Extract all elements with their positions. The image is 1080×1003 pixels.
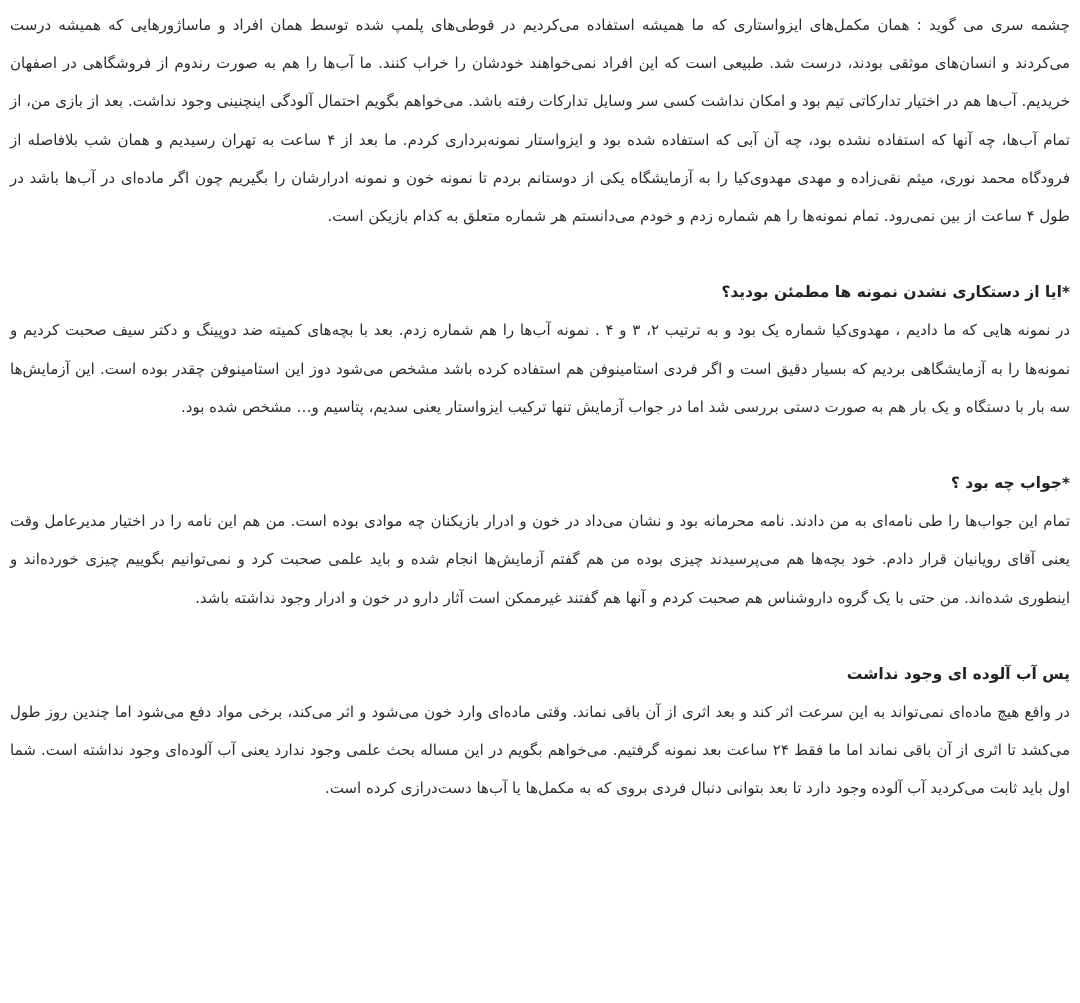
section-spacer (10, 617, 1070, 655)
question-heading-tampering: *ایا از دستکاری نشدن نمونه ها مطمئن بودید؟ (721, 283, 1070, 302)
paragraph-result-letter: تمام این جواب‌ها را طی نامه‌ای به من دادند. نامه محرمانه بود و نشان می‌داد در خون و ادرار بازیکنان چه موادی بوده است. من هم این نامه را در اختیار مدیرعامل وقت یعنی آقای رویانیان قرار دادم. خود بچه‌ها هم می‌پرسیدند چیزی بوده من هم گفتم آزمایش‌ها انجام شده و باید علمی صحبت کرد و نمی‌توانیم بگوییم چیزی خورده‌اند و اینطوری شده‌اند. من حتی با یک گروه داروشناس هم صحبت کردم و آنها هم گفتند غیرممکن است آثار دارو در خون و ادرار وجود نداشته باشد. (10, 512, 1070, 607)
section-spacer (10, 235, 1070, 273)
paragraph-intro-statement: چشمه سری می گوید : همان مکمل‌های ایزواستاری که ما همیشه استفاده می‌کردیم در قوطی‌های پلمپ شده توسط همان افراد و ماساژورهایی که همیشه درست می‌کردند و انسان‌های موثقی بودند، درست شد. طبیعی است که این افراد نمی‌خواهند خودشان را خراب کنند. ما آب‌ها را هم به صورت رندوم از فروشگاهی در اصفهان خریدیم. آب‌ها هم در اختیار تدارکاتی تیم بود و امکان نداشت کسی سر وسایل تدارکات رفته باشد. می‌خواهم بگویم احتمال آلودگی اینچنینی وجود نداشت. بعد از بازی من، از تمام آب‌ها، چه آنها که استفاده نشده بود، چه آن آبی که استفاده شده بود و ایزواستار نمونه‌برداری کردم. ما بعد از ۴ ساعت به تهران رسیدیم و همان شب بلافاصله از فرودگاه محمد نوری، میثم نقی‌زاده و مهدی مهدوی‌کیا را به آزمایشگاه یکی از دوستانم بردم تا نمونه خون و نمونه ادرارشان را بگیریم چون اگر ماده‌ای در آب‌ها باشد در طول ۴ ساعت از بین نمی‌رود. تمام نمونه‌ها را هم شماره زدم و خودم می‌دانستم هر شماره متعلق به کدام بازیکن است. (10, 16, 1070, 226)
section-spacer (10, 426, 1070, 464)
paragraph-sample-numbering: در نمونه هایی که ما دادیم ، مهدوی‌کیا شماره یک بود و به ترتیب ۲، ۳ و ۴ . نمونه آب‌ها را هم شماره زدم. بعد با بچه‌های کمیته ضد دوپینگ و دکتر سیف صحبت کردیم و نمونه‌ها را به آزمایشگاهی بردیم که بسیار دقیق است و اگر فردی استامینوفن هم استفاده کرده باشد مشخص می‌شود دوز این استامینوفن چقدر بوده است. این آزمایش‌ها سه بار با دستگاه و یک بار هم به صورت دستی بررسی شد اما در جواب آزمایش تنها ترکیب ایزواستار یعنی سدیم، پتاسیم و… مشخص شده بود. (10, 321, 1071, 416)
paragraph-no-contamination: در واقع هیچ ماده‌ای نمی‌تواند به این سرعت اثر کند و بعد اثری از آن باقی نماند. وقتی ماده‌ای وارد خون می‌شود و اثر می‌کند، برخی مواد دفع می‌شود اما چندین روز طول می‌کشد تا اثری از آن باقی نماند اما ما فقط ۲۴ ساعت بعد نمونه گرفتیم. می‌خواهم بگویم در این مساله بحث علمی وجود ندارد یعنی آب آلوده‌ای وجود نداشته است. شما اول باید ثابت می‌کردید آب آلوده وجود دارد تا بعد بتوانی دنبال فردی بروی که به مکمل‌ها یا آب‌ها دست‌درازی کرده است. (10, 703, 1070, 798)
question-heading-contaminated-water: پس آب آلوده ای وجود نداشت (846, 664, 1070, 683)
question-heading-result: *جواب چه بود ؟ (950, 474, 1070, 493)
